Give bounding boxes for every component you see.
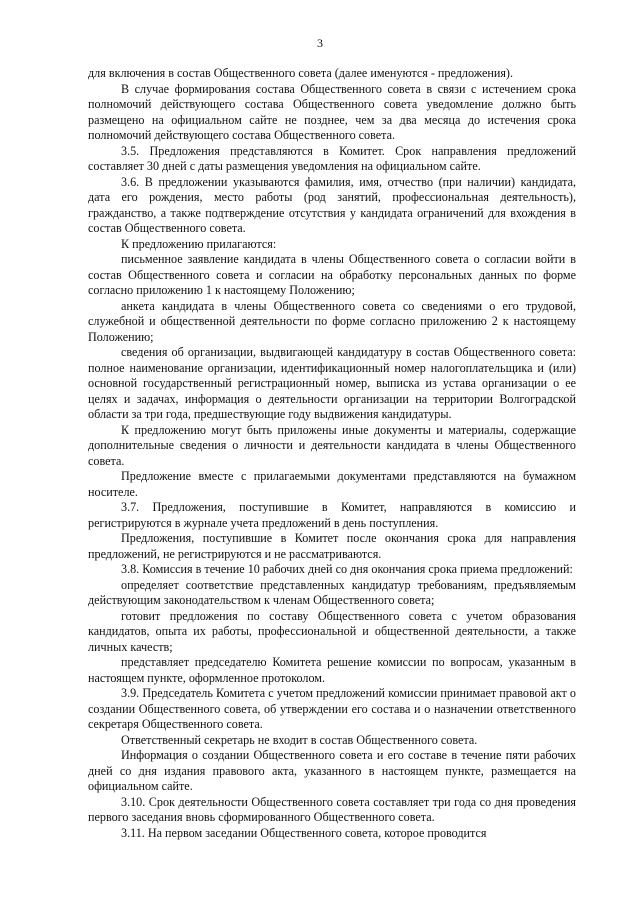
paragraph: 3.7. Предложения, поступившие в Комитет, направляются в комиссию и регистрируются в журнале учета предложений в день поступления. xyxy=(88,500,576,530)
paragraph: письменное заявление кандидата в члены Общественного совета о согласии войти в состав Общественного совета и согласии на обработку персональных данных по форме согласно приложению 1 к настоящему Положению; xyxy=(88,252,576,297)
paragraph: 3.10. Срок деятельности Общественного совета составляет три года со дня проведения первого заседания вновь сформированного Общественного совета. xyxy=(88,794,576,824)
paragraph: 3.9. Председатель Комитета с учетом предложений комиссии принимает правовой акт о создании Общественного совета, об утверждении его состава и о назначении ответственного секретаря Общественного совета. xyxy=(88,686,576,731)
paragraph: 3.5. Предложения представляются в Комитет. Срок направления предложений составляет 30 дней с даты размещения уведомления на официальном сайте. xyxy=(88,143,576,173)
paragraph: анкета кандидата в члены Общественного совета со сведениями о его трудовой, служебной и общественной деятельности по форме согласно приложению 2 к настоящему Положению; xyxy=(88,298,576,344)
paragraph: 3.8. Комиссия в течение 10 рабочих дней со дня окончания срока приема предложений: xyxy=(121,562,573,576)
document-body xyxy=(88,66,576,841)
paragraph: К предложению могут быть приложены иные документы и материалы, содержащие дополнительные сведения о личности и деятельности кандидата в члены Общественного совета. xyxy=(88,422,576,468)
paragraph: Предложение вместе с прилагаемыми документами представляются на бумажном носителе. xyxy=(88,469,576,499)
paragraph: для включения в состав Общественного совета (далее именуются - предложения). xyxy=(88,66,513,80)
paragraph: 3.11. На первом заседании Общественного совета, которое проводится xyxy=(121,825,487,840)
paragraph: представляет председателю Комитета решение комиссии по вопросам, указанным в настоящем пункте, оформленное протоколом. xyxy=(88,655,576,685)
paragraph: готовит предложения по составу Общественного совета с учетом образования кандидатов, опыта их работы, профессиональной и общественной деятельности, а также личных качеств; xyxy=(88,608,576,654)
page-number: 3 xyxy=(317,36,323,50)
paragraph: Предложения, поступившие в Комитет после окончания срока для направления предложений, не регистрируются и не рассматриваются. xyxy=(88,531,576,561)
paragraph: Ответственный секретарь не входит в состав Общественного совета. xyxy=(121,732,478,747)
paragraph: определяет соответствие представленных кандидатур требованиям, предъявляемым действующим законодательством к членам Общественного совета; xyxy=(88,577,576,607)
paragraph: 3.6. В предложении указываются фамилия, имя, отчество (при наличии) кандидата, дата его рождения, место работы (род занятий, профессиональная деятельность), гражданство, а также подтверждение отсутствия у кандидата ограничений для вхождения в состав Общественного совета. xyxy=(88,174,576,235)
paragraph: К предложению прилагаются: xyxy=(121,236,277,251)
paragraph: сведения об организации, выдвигающей кандидатуру в состав Общественного совета: полное наименование организации, идентификационный номер налогоплательщика и (или) основной государственный регистрационный номер, выписка из устава организации о ее целях и задачах, информация о деятельности организации на территории Волгоградской области за три года, предшествующие году выдвижения кандидатуры. xyxy=(88,345,576,421)
paragraph: Информация о создании Общественного совета и его составе в течение пяти рабочих дней со дня издания правового акта, указанного в настоящем пункте, размещается на официальном сайте. xyxy=(88,748,576,793)
paragraph: В случае формирования состава Общественного совета в связи с истечением срока полномочий действующего состава Общественного совета уведомление должно быть размещено на официальном сайте не позднее, чем за два месяца до истечения срока полномочий действующего состава Общественного совета. xyxy=(88,81,576,142)
